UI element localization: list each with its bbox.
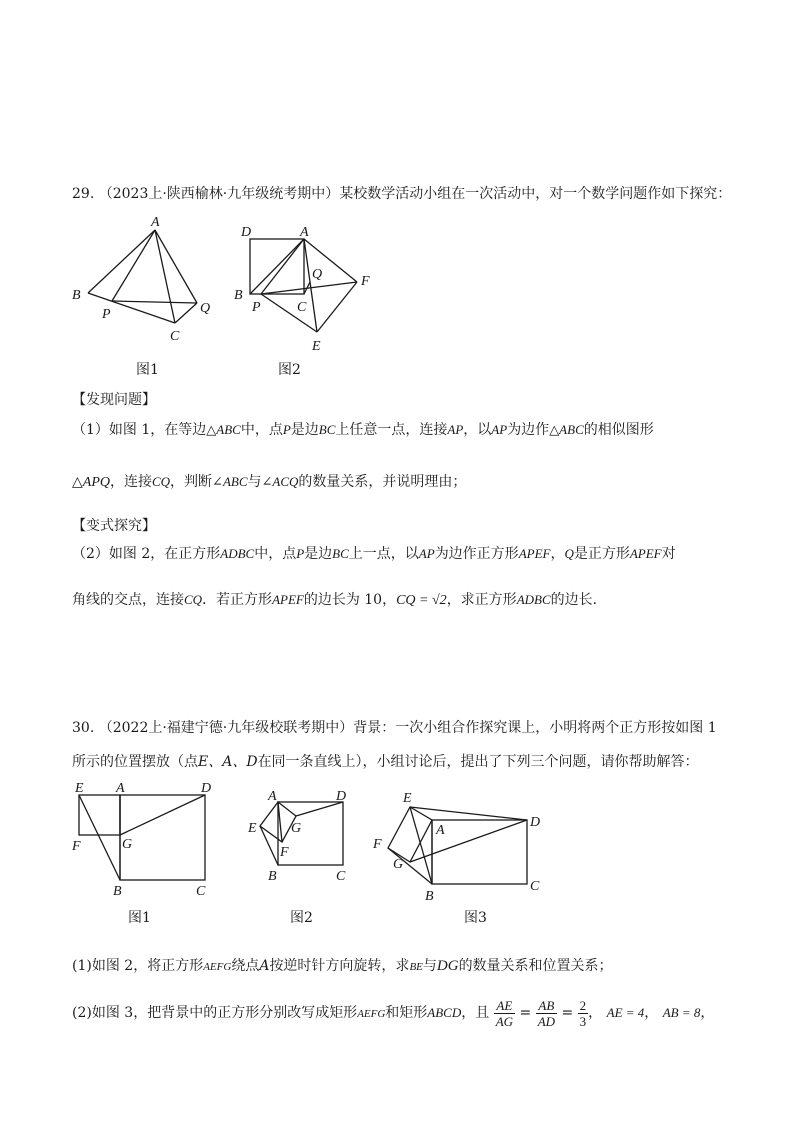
math: ADBC [220, 546, 255, 561]
equals: = [561, 1005, 574, 1021]
math: AEFG [357, 1008, 386, 1020]
text: （2）如图 2，在正方形 [72, 546, 221, 562]
problem30-header [72, 718, 717, 738]
p30-f3-label-e: E [403, 791, 412, 806]
problem29-source: （2023上·陕西榆林·九年级统考期中） [98, 186, 340, 202]
p30-figure1 [79, 795, 205, 880]
p29-f2-label-e: E [312, 339, 321, 354]
problem30-number: 30. [72, 720, 95, 736]
text: 的数量关系和位置关系； [458, 958, 613, 974]
math: AP [491, 422, 508, 437]
math: ∠ACQ [261, 474, 299, 489]
p29-f1-label-p: P [102, 307, 111, 322]
denominator: 3 [579, 1013, 587, 1029]
math: APEF [272, 592, 304, 607]
math: APEF [629, 546, 662, 561]
math: ADBC [516, 592, 551, 607]
text: 角线的交点，连接 [72, 592, 184, 608]
math: CQ [184, 592, 203, 607]
text: (2)如图 3，把背景中的正方形分别改写成矩形 [72, 1005, 358, 1021]
p30-f2-label-f: F [280, 845, 289, 860]
p29-f2-label-q: Q [312, 267, 323, 282]
problem29-number: 29. [72, 186, 95, 202]
math: △ABC [206, 422, 241, 437]
p30-figure2 [260, 802, 343, 865]
problem30-source: （2022上·福建宁德·九年级校联考期中） [98, 720, 354, 736]
p29-f1-label-b: B [72, 288, 81, 303]
p29-question2-line2 [72, 590, 607, 611]
p30-f1-label-f: F [72, 839, 81, 854]
text: ，且 [461, 1005, 490, 1021]
p30-f1-label-a: A [116, 781, 125, 796]
denominator: AG [495, 1013, 514, 1029]
p29-f1-label-c: C [170, 329, 180, 344]
text: ，以 [463, 422, 492, 438]
math: ABCD [427, 1005, 462, 1020]
text: 的边长． [550, 592, 607, 608]
p29-f2-label-c: C [297, 300, 307, 315]
p30-figure2-caption: 图2 [290, 910, 313, 926]
text: (1)如图 2，将正方形 [72, 958, 204, 974]
math: △APQ [72, 475, 110, 490]
p30-f3-label-a: A [436, 823, 445, 838]
equals: = [519, 1005, 532, 1021]
text: ，判断 [170, 474, 213, 490]
math: BC [332, 546, 349, 561]
math: Q [564, 546, 574, 561]
math: AE = 4 [606, 1005, 645, 1020]
p30-figure1-caption: 图1 [128, 910, 151, 926]
fraction-ae-ag [494, 998, 515, 1029]
p30-f3-label-g: G [393, 857, 404, 872]
text: 为边作正方形 [434, 546, 519, 562]
p30-f1-label-g: G [122, 837, 133, 852]
text: 是正方形 [573, 546, 630, 562]
math: AB = 8 [662, 1005, 701, 1020]
p29-f2-label-p: P [252, 300, 261, 315]
text: 在同一条直线上），小组讨论后，提出了下列三个问题，请你帮助解答： [257, 754, 699, 770]
p29-f2-label-f: F [361, 274, 370, 289]
text: ， [550, 546, 565, 562]
text: 绕点 [231, 958, 260, 974]
p30-f2-label-c: C [336, 869, 346, 884]
problem29-intro: 某校数学活动小组在一次活动中，对一个数学问题作如下探究： [339, 186, 732, 202]
p30-f2-label-e: E [248, 821, 257, 836]
p29-f2-label-b: B [234, 288, 243, 303]
p29-f1-label-q: Q [200, 301, 211, 316]
math: APEF [518, 546, 551, 561]
p30-f3-label-d: D [530, 815, 541, 830]
text: 的相似图形 [583, 422, 654, 438]
text: 和矩形 [385, 1005, 428, 1021]
p30-f3-label-c: C [530, 879, 540, 894]
p30-f2-label-g: G [291, 821, 302, 836]
math: ∠ABC [212, 474, 248, 489]
text: 中，点 [240, 422, 283, 438]
p29-question1-line1 [72, 420, 654, 440]
problem30-intro: 背景：一次小组合作探究课上，小明将两个正方形按如图 1 [353, 720, 717, 736]
math: P [282, 422, 291, 437]
text: 中，点 [254, 546, 297, 562]
math: A [259, 958, 270, 974]
text: ， [700, 1005, 715, 1021]
p29-f2-label-d: D [241, 225, 252, 240]
text: 上任意一点，连接 [335, 422, 448, 438]
math: CQ [151, 474, 171, 489]
math: AP [447, 422, 464, 437]
p30-figure3 [388, 807, 527, 884]
p30-question2 [72, 996, 714, 1031]
math: P [296, 546, 305, 561]
math: BE [409, 961, 423, 973]
math: CQ = √2 [396, 593, 447, 608]
text: 是边 [304, 546, 333, 562]
fraction-two-thirds [578, 998, 589, 1029]
p30-figure3-caption: 图3 [464, 910, 487, 926]
text: ， [644, 1005, 659, 1021]
p29-section-discover: 【发现问题】 [72, 392, 156, 408]
p30-f1-label-c: C [196, 884, 206, 899]
p30-f2-label-a: A [268, 789, 277, 804]
text: 为边作 [507, 422, 550, 438]
p29-figure1-caption: 图1 [136, 362, 159, 378]
p29-section-variant: 【变式探究】 [72, 518, 156, 534]
p30-f1-label-e: E [75, 781, 84, 796]
p29-f2-label-a: A [300, 225, 309, 240]
text: 与 [247, 474, 262, 490]
p30-f1-label-d: D [201, 781, 212, 796]
text: ，连接 [109, 474, 152, 490]
p30-f2-label-d: D [336, 789, 347, 804]
math: E、A、D [198, 754, 258, 770]
math: BC [318, 422, 336, 437]
denominator: AD [537, 1013, 556, 1029]
numerator: 2 [579, 997, 587, 1013]
math: AEFG [203, 961, 232, 973]
p30-question1 [72, 956, 613, 977]
fraction-ab-ad [536, 998, 557, 1029]
numerator: AB [536, 998, 557, 1014]
text: 对 [661, 546, 676, 562]
text: 按逆时针方向旋转，求 [269, 958, 410, 974]
p30-f3-label-b: B [425, 889, 434, 904]
p29-question1-line2 [72, 472, 466, 493]
math: △ABC [549, 422, 584, 437]
p30-f3-label-f: F [373, 837, 382, 852]
text: 所示的位置摆放（点 [72, 754, 198, 770]
p29-f1-label-a: A [151, 215, 160, 230]
text: 的数量关系，并说明理由； [298, 474, 467, 490]
p29-figure2-caption: 图2 [278, 362, 301, 378]
math: AP [418, 546, 435, 561]
text: 的边长为 10， [303, 592, 397, 608]
p30-f2-label-b: B [268, 869, 277, 884]
text: 上一点，以 [348, 546, 419, 562]
problem30-intro-line2 [72, 752, 699, 772]
p29-figure2 [250, 239, 357, 332]
text: （1）如图 1，在等边 [72, 422, 207, 438]
p29-question2-line1 [72, 544, 676, 564]
text: ， [588, 1005, 603, 1021]
text: ．若正方形 [202, 592, 273, 608]
text: ，求正方形 [446, 592, 517, 608]
text: 与 [422, 958, 437, 974]
p30-f1-label-b: B [113, 884, 122, 899]
text: 是边 [290, 422, 319, 438]
math: DG [436, 958, 459, 974]
numerator: AE [494, 998, 515, 1014]
